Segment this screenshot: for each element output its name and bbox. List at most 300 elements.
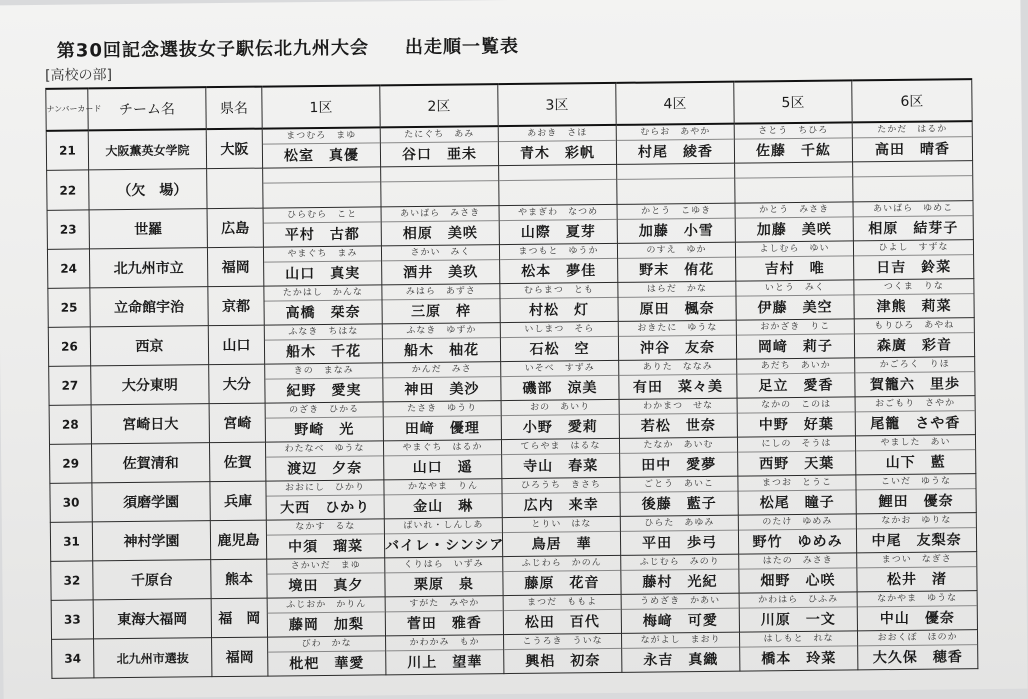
runner-entry (500, 244, 617, 283)
runner-entry (736, 241, 853, 280)
header-number-card: ナンバーカード (46, 88, 88, 130)
runner-entry (736, 202, 853, 241)
runner-name: 藤原 花音 (524, 575, 600, 592)
runner-entry (502, 478, 619, 517)
number-card: 21 (46, 130, 88, 170)
runner-kana: あおき さほ (499, 126, 616, 142)
runner-entry (854, 240, 973, 279)
runner-cell-leg-3 (499, 204, 617, 244)
runner-name (617, 181, 734, 204)
runner-entry (618, 243, 735, 282)
header-leg-1: 1区 (262, 85, 380, 128)
runner-kana: あいばら みさき (382, 206, 499, 222)
runner-name: 野崎 光 (294, 421, 355, 439)
runner-kana: むらお あやか (617, 125, 734, 141)
runner-name: 平村 古都 (284, 226, 360, 244)
runner-cell-leg-1 (268, 636, 386, 676)
prefecture: 佐賀 (209, 442, 265, 482)
runner-entry (735, 162, 852, 202)
runner-cell-leg-5 (738, 475, 856, 515)
runner-kana: うめざき かあい (622, 594, 739, 610)
runner-kana (499, 165, 616, 181)
runner-kana: なかす るな (267, 519, 384, 535)
runner-name: 中須 瑠菜 (288, 538, 364, 556)
runner-entry (265, 324, 382, 363)
runner-entry (858, 630, 977, 669)
runner-kana: ひよし すずな (854, 240, 973, 256)
runner-name (381, 183, 498, 206)
runner-entry (500, 205, 617, 244)
runner-cell-leg-5 (737, 397, 855, 437)
runner-name: 沖谷 友奈 (639, 339, 716, 357)
runner-cell-leg-1 (264, 285, 382, 325)
runner-entry (384, 479, 501, 518)
runner-entry (503, 556, 620, 595)
runner-kana: やまぐち はるか (384, 440, 501, 456)
runner-entry (622, 594, 739, 633)
runner-name: 小野 愛莉 (522, 419, 598, 436)
runner-kana: まつむろ まゆ (263, 128, 380, 144)
runner-name: 永吉 真織 (643, 651, 719, 669)
runner-name: 船木 柚花 (403, 342, 480, 360)
runner-cell-leg-5 (738, 514, 856, 554)
runner-cell-leg-6 (853, 240, 973, 280)
runner-kana: ふじむら みのり (621, 555, 738, 571)
runner-entry (857, 552, 976, 591)
runner-name: 大西 ひかり (280, 499, 371, 517)
prefecture: 兵庫 (210, 481, 266, 521)
runner-entry (855, 318, 974, 357)
runner-kana: わたなべ ゆうな (266, 441, 383, 457)
runner-name: 神田 美沙 (404, 381, 480, 399)
runner-kana: さかいだ まゆ (267, 558, 384, 574)
runner-entry (268, 636, 385, 675)
runner-cell-leg-1 (263, 207, 381, 247)
runner-kana: きの まなみ (265, 363, 382, 379)
header-leg-5: 5区 (734, 80, 852, 123)
runner-entry (264, 246, 381, 285)
runner-kana: もりひろ あやね (855, 318, 974, 334)
runner-name: 後藤 藍子 (641, 495, 717, 513)
team-name: 千原台 (93, 560, 211, 600)
runner-entry (621, 516, 738, 555)
number-card: 29 (49, 444, 91, 483)
runner-name: 中尾 友梨奈 (871, 532, 962, 550)
runner-cell-leg-6 (852, 121, 972, 162)
runner-name: 田中 愛夢 (641, 456, 717, 474)
runner-entry (735, 123, 852, 162)
number-card: 32 (51, 561, 93, 600)
runner-name: 渡辺 夕奈 (287, 460, 363, 478)
runner-kana: のたけ ゆめみ (739, 514, 856, 530)
runner-kana: やました あい (856, 435, 975, 451)
runner-cell-leg-2 (385, 557, 503, 597)
runner-cell-leg-5 (735, 162, 853, 203)
runner-cell-leg-6 (855, 435, 975, 475)
runner-name: 松井 渚 (886, 571, 948, 589)
runner-name (853, 178, 972, 201)
runner-name (735, 179, 852, 202)
runner-name (263, 184, 380, 207)
runner-kana: おきたに ゆうな (619, 321, 736, 337)
runner-cell-leg-3 (501, 438, 619, 478)
runner-cell-leg-4 (620, 515, 738, 555)
runner-kana: たかだ はるか (853, 122, 972, 138)
team-name: 須磨学園 (92, 482, 210, 522)
runner-name: 足立 愛香 (758, 377, 834, 395)
runner-entry (619, 321, 736, 360)
runner-name: 栗原 泉 (413, 576, 475, 594)
runner-cell-leg-3 (502, 516, 620, 556)
runner-entry (264, 285, 381, 324)
runner-entry (739, 514, 856, 553)
runner-name (499, 182, 616, 205)
runner-cell-leg-3 (504, 633, 622, 673)
team-name: 世羅 (89, 209, 207, 249)
runner-kana: ひろうち きさち (502, 478, 619, 494)
runner-name: 中野 好葉 (758, 416, 834, 434)
runner-cell-leg-2 (385, 596, 503, 636)
runner-entry (265, 363, 382, 402)
runner-kana: やまぎわ なつめ (500, 205, 617, 221)
runner-cell-leg-3 (503, 594, 621, 634)
number-card: 31 (50, 522, 92, 561)
table-body (46, 121, 978, 678)
runner-name: 松田 百代 (524, 614, 600, 631)
runner-entry (736, 280, 853, 319)
runner-entry (502, 400, 619, 439)
runner-name: 中山 優奈 (879, 610, 955, 628)
runner-cell-leg-4 (616, 124, 734, 165)
runner-kana: こいだ ゆうな (856, 474, 975, 490)
runner-entry (853, 122, 972, 161)
runner-cell-leg-1 (263, 246, 381, 286)
runner-entry (386, 596, 503, 635)
runner-kana: ながよし まおり (622, 633, 739, 649)
runner-name: 興梠 初奈 (525, 653, 601, 670)
runner-cell-leg-2 (383, 362, 501, 402)
runner-kana: なかやま ゆうな (858, 591, 977, 607)
title-main: 第30回記念選抜女子駅伝北九州大会 (56, 37, 370, 62)
runner-cell-leg-1 (267, 597, 385, 637)
runner-kana: かわかみ もか (386, 635, 503, 651)
runner-cell-leg-3 (501, 399, 619, 439)
runner-entry (857, 513, 976, 552)
runner-name: 山下 藍 (885, 454, 946, 472)
runner-cell-leg-3 (500, 282, 618, 322)
team-name: 東海大福岡 (93, 599, 211, 639)
number-card: 27 (49, 366, 91, 405)
runner-entry (501, 322, 618, 361)
runner-kana: まつお とうこ (738, 475, 855, 491)
runner-cell-leg-1 (265, 402, 383, 442)
runner-cell-leg-4 (618, 281, 736, 321)
runner-name: 森廣 彩音 (876, 337, 953, 355)
team-name: （欠 場） (89, 169, 207, 210)
runner-name: 寺山 春菜 (523, 458, 599, 475)
runner-entry (499, 126, 616, 165)
runner-name: 橋本 玲菜 (761, 650, 837, 668)
runner-name: 藤村 光紀 (642, 573, 718, 591)
runner-entry (856, 396, 975, 435)
runner-kana: なかお ゆりな (857, 513, 976, 529)
runner-entry (739, 553, 856, 592)
runner-cell-leg-4 (619, 437, 737, 477)
runner-name: 尾籠 さや香 (870, 415, 961, 433)
team-name: 大阪薫英女学院 (88, 129, 206, 170)
runner-kana: びわ かな (268, 636, 385, 652)
runner-cell-leg-2 (382, 284, 500, 324)
runner-kana (735, 162, 852, 178)
runner-entry (738, 475, 855, 514)
runner-kana: たさき ゆうり (384, 401, 501, 417)
runner-kana: はたの みさき (739, 553, 856, 569)
runner-name: 枇杷 華愛 (289, 655, 365, 673)
runner-name: 原田 楓奈 (639, 300, 715, 318)
runner-name: 川原 一文 (760, 611, 836, 629)
runner-entry (263, 128, 380, 167)
runner-entry (500, 283, 617, 322)
runner-kana: かとう こゆき (618, 204, 735, 220)
runner-name: 野末 侑花 (639, 261, 715, 279)
prefecture: 福 岡 (211, 598, 267, 638)
runner-entry (382, 245, 499, 284)
runner-entry (381, 127, 498, 166)
runner-name: 青木 彩帆 (519, 145, 596, 162)
runner-entry (856, 435, 975, 474)
runner-entry (268, 597, 385, 636)
runner-entry (503, 517, 620, 556)
runner-cell-leg-5 (735, 241, 853, 281)
runner-cell-leg-4 (619, 398, 737, 438)
runner-kana: つくま りな (854, 279, 973, 295)
runner-entry (854, 279, 973, 318)
runner-name: 金山 琳 (413, 498, 474, 516)
runner-cell-leg-4 (620, 476, 738, 516)
document-title (57, 32, 519, 63)
runner-entry (856, 474, 975, 513)
runner-kana: まつだ ももよ (504, 595, 621, 611)
header-leg-4: 4区 (616, 82, 734, 125)
runner-cell-leg-6 (854, 279, 974, 319)
runner-cell-leg-4 (619, 359, 737, 399)
runner-name: 磯部 涼美 (522, 380, 598, 397)
runner-cell-leg-3 (500, 321, 618, 361)
runner-cell-leg-6 (857, 552, 977, 592)
runner-kana (853, 161, 972, 177)
runner-name: 村尾 綾香 (637, 143, 714, 161)
runner-entry (858, 591, 977, 630)
runner-kana: むらまつ とも (500, 283, 617, 299)
runner-kana: あいばら ゆめこ (854, 201, 973, 217)
runner-name: 谷口 亜未 (401, 146, 478, 164)
runner-entry (622, 633, 739, 672)
runner-cell-leg-2 (381, 206, 499, 246)
prefecture: 福岡 (212, 637, 268, 677)
runner-cell-leg-6 (853, 161, 973, 202)
prefecture (207, 168, 263, 209)
runner-entry (383, 323, 500, 362)
runner-kana: にしの そうは (738, 436, 855, 452)
runner-name: 松本 夢佳 (521, 263, 597, 280)
runner-entry (382, 206, 499, 245)
runner-cell-leg-1 (266, 480, 384, 520)
runner-entry (266, 441, 383, 480)
runner-kana: ふなき ゆずか (383, 323, 500, 339)
runner-cell-leg-1 (267, 558, 385, 598)
runner-entry (738, 397, 855, 436)
runner-name: バイレ・シンシア (384, 537, 505, 555)
runner-entry (854, 201, 973, 240)
runner-cell-leg-4 (617, 242, 735, 282)
runner-cell-leg-2 (386, 635, 504, 675)
prefecture: 大阪 (206, 129, 262, 169)
runner-kana: さとう ちひろ (735, 123, 852, 139)
runner-cell-leg-4 (621, 554, 739, 594)
runner-cell-leg-5 (739, 553, 857, 593)
runner-name: 鯉田 優奈 (878, 493, 954, 511)
runner-kana: はしもと れな (740, 631, 857, 647)
runner-entry (266, 402, 383, 441)
team-name: 西京 (90, 326, 208, 366)
runner-entry (618, 204, 735, 243)
runner-name: 梅﨑 可愛 (642, 612, 718, 630)
number-card: 34 (52, 639, 94, 678)
runner-name: 広内 来幸 (523, 497, 599, 514)
runner-cell-leg-4 (622, 632, 740, 672)
runner-entry (381, 166, 498, 206)
runner-cell-leg-5 (739, 592, 857, 632)
runner-name: 相原 美咲 (402, 225, 478, 243)
runner-cell-leg-6 (856, 474, 976, 514)
team-name: 神村学園 (92, 521, 210, 561)
number-card: 28 (49, 405, 91, 444)
runner-kana: ふなき ちはな (265, 324, 382, 340)
runner-cell-leg-2 (382, 323, 500, 363)
runner-kana: みはら あずさ (382, 284, 499, 300)
header-leg-3: 3区 (498, 83, 616, 126)
runner-name: 若松 世奈 (640, 417, 716, 435)
runner-name: 伊藤 美空 (757, 299, 833, 317)
runner-cell-leg-4 (618, 320, 736, 360)
runner-kana: かんだ みさ (383, 362, 500, 378)
runner-cell-leg-3 (498, 125, 616, 166)
runner-cell-leg-5 (739, 631, 857, 671)
header-team: チーム名 (88, 87, 206, 130)
runner-name: 松尾 瞳子 (759, 494, 835, 512)
runner-cell-leg-5 (736, 280, 854, 320)
runner-name: 平田 歩弓 (641, 534, 718, 552)
runner-name: 川上 望華 (407, 654, 483, 672)
runner-kana: ひらむら こと (264, 207, 381, 223)
runner-entry (384, 440, 501, 479)
runner-name: 賀籠六 里歩 (869, 376, 960, 394)
runner-entry (263, 167, 380, 207)
runner-entry (617, 164, 734, 204)
runner-entry (621, 555, 738, 594)
table-row (52, 630, 978, 679)
runner-name: 野竹 ゆめみ (752, 533, 843, 551)
prefecture: 鹿児島 (210, 520, 266, 560)
runner-cell-leg-2 (384, 479, 502, 519)
runner-kana: ひらた あゆみ (621, 516, 738, 532)
runner-cell-leg-6 (856, 513, 976, 553)
prefecture: 熊本 (211, 559, 267, 599)
runner-cell-leg-5 (737, 436, 855, 476)
runner-kana: わかまつ せな (620, 399, 737, 415)
runner-kana: さかい みく (382, 245, 499, 261)
runner-name: 相原 結芽子 (868, 220, 959, 238)
runner-entry (383, 362, 500, 401)
runner-entry (738, 436, 855, 475)
runner-kana: かとう みさき (736, 202, 853, 218)
runner-kana (263, 167, 380, 183)
runner-kana: まつもと ゆうか (500, 244, 617, 260)
runner-cell-leg-2 (381, 245, 499, 285)
team-name: 立命館宇治 (90, 287, 208, 327)
runner-entry (266, 480, 383, 519)
runner-kana (381, 166, 498, 182)
runner-entry (501, 361, 618, 400)
runner-kana: はらだ かな (618, 282, 735, 298)
runner-cell-leg-3 (502, 477, 620, 517)
runner-cell-leg-3 (501, 360, 619, 400)
runner-entry (855, 357, 974, 396)
runner-name: 山口 遥 (412, 459, 473, 477)
runner-cell-leg-2 (380, 126, 498, 167)
runner-kana: かわはら ひふみ (740, 592, 857, 608)
number-card: 33 (51, 600, 93, 639)
runner-cell-leg-5 (736, 319, 854, 359)
runner-kana: てらやま はるな (502, 439, 619, 455)
runner-entry (737, 319, 854, 358)
prefecture: 福岡 (207, 247, 263, 287)
runner-name: 田﨑 優理 (404, 420, 480, 438)
runner-kana: すがた みやか (386, 596, 503, 612)
runner-kana: なかの このは (738, 397, 855, 413)
runner-entry (740, 592, 857, 631)
runner-kana: くりはら いずみ (385, 557, 502, 573)
runner-kana: おの あいり (502, 400, 619, 416)
number-card: 30 (50, 483, 92, 522)
runner-cell-leg-6 (854, 318, 974, 358)
runner-kana: かごろく りほ (855, 357, 974, 373)
runner-name: 佐藤 千紘 (755, 142, 832, 160)
runner-name: 大久保 穂香 (872, 649, 963, 667)
runner-name: 高田 晴香 (874, 141, 951, 159)
runner-entry (382, 284, 499, 323)
runner-entry (620, 399, 737, 438)
runner-cell-leg-2 (384, 518, 505, 558)
runner-cell-leg-3 (499, 243, 617, 283)
number-card: 23 (47, 210, 89, 249)
number-card: 26 (48, 327, 90, 366)
team-name: 宮崎日大 (91, 404, 209, 444)
runner-entry (386, 635, 503, 674)
runner-entry (618, 282, 735, 321)
runner-cell-leg-2 (383, 401, 501, 441)
runner-kana: たなか あいむ (620, 438, 737, 454)
runner-name: 村松 灯 (529, 302, 590, 319)
runner-kana: のざき ひかる (266, 402, 383, 418)
runner-cell-leg-3 (503, 555, 621, 595)
runner-cell-leg-6 (855, 357, 975, 397)
runner-kana: いとう みく (736, 280, 853, 296)
runner-name: 藤岡 加梨 (288, 616, 364, 634)
runner-kana: やまぐち まみ (264, 246, 381, 262)
runner-name: 畑野 心咲 (760, 572, 836, 590)
runner-name: 山際 夏芽 (520, 224, 596, 241)
